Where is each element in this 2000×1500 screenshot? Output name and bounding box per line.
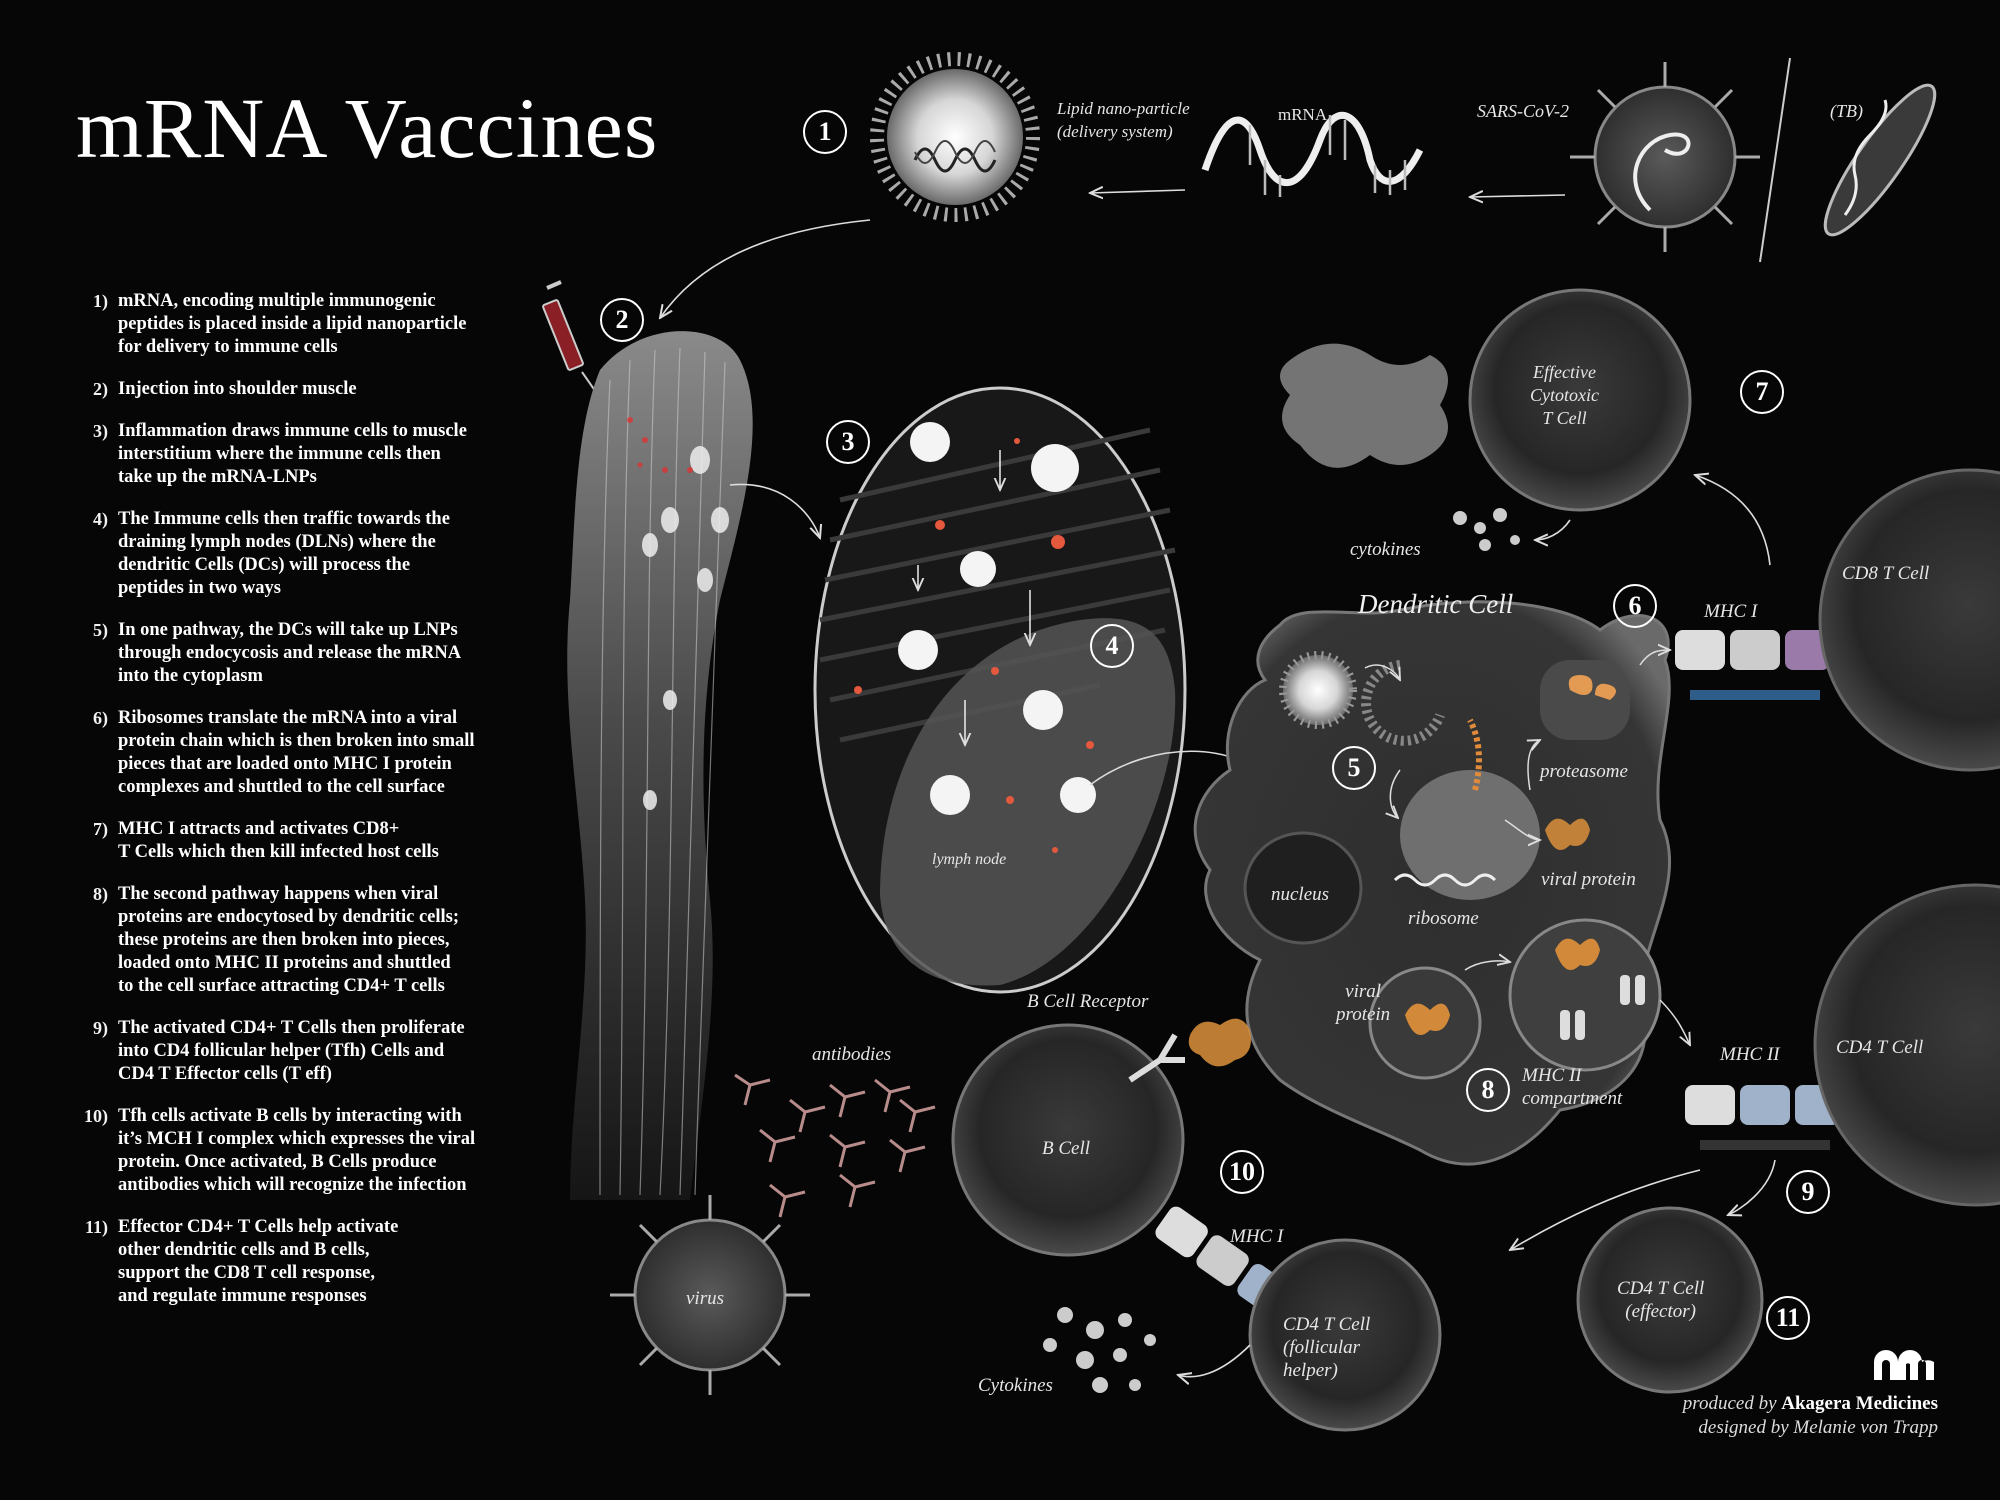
step-item [60,1017,530,1086]
cytokines-top-icon [1453,508,1520,551]
credit-designer: designed by Melanie von Trapp [1698,1417,1938,1438]
label-mhc1-bottom: MHC I [1230,1226,1284,1247]
step-item [60,420,530,489]
step-badge-3: 3 [826,420,870,464]
step-badge-8: 8 [1466,1068,1510,1112]
arrow-mrna-to-lnp [1090,190,1185,193]
arrow-virus-to-mrna [1470,195,1565,197]
mhc1-complex-top [1675,630,1830,700]
label-mhc1-top: MHC I [1704,601,1758,622]
arrow-follicular-to-cytokines [1178,1345,1250,1377]
step-number: 2) [93,379,108,399]
syringe-icon [542,282,598,395]
label-tb: (TB) [1830,101,1863,121]
label-cd4-t-cell: CD4 T Cell [1836,1037,1924,1058]
steps-list [60,290,530,1327]
step-number: 3) [93,421,108,441]
step-item [60,818,530,864]
step-number: 11) [84,1217,108,1237]
step-number: 7) [93,819,108,839]
label-b-cell: B Cell [1042,1138,1091,1159]
step-badge-10: 10 [1220,1150,1264,1194]
mrna-strand-icon [1205,115,1420,197]
arrow-to-cytokines-top [1535,520,1570,540]
step-number: 5) [93,620,108,640]
label-nucleus: nucleus [1271,884,1330,905]
step-item [60,378,530,401]
label-cd4-effector: CD4 T Cell (effector) [1617,1278,1705,1322]
step-text: Ribosomes translate the mRNA into a viral protein chain which is then broken into small pieces that are loaded onto MHC I protein complexes and shuttled to the cell surface [118,708,475,797]
step-number: 6) [93,708,108,728]
step-text: Effector CD4+ T Cells help activate other dendritic cells and B cells, support the CD8 T cell response, and regulate immune responses [118,1217,399,1306]
shoulder-muscle-illustration [567,331,752,1200]
step-number: 4) [93,509,108,529]
label-cd8-t-cell: CD8 T Cell [1842,563,1930,584]
credit-produced [1683,1392,1938,1416]
step-text: The second pathway happens when viral proteins are endocytosed by dendritic cells; these proteins are then broken into pieces, loaded onto MHC II proteins and shuttled to the cell surface attracting CD4+ T cells [118,884,460,996]
step-badge-9: 9 [1786,1170,1830,1214]
label-viral-protein: viral protein [1541,869,1636,890]
label-mrna: mRNA [1278,105,1328,124]
label-sars-cov-2: SARS-CoV-2 [1477,101,1569,121]
step-text: The Immune cells then traffic towards the draining lymph nodes (DLNs) where the dendritic Cells (DCs) will process the peptides in two ways [118,509,450,598]
step-badge-7: 7 [1740,370,1784,414]
akagera-logo-icon [1872,1348,1936,1382]
step-text: Inflammation draws immune cells to muscle interstitium where the immune cells then take up the mRNA-LNPs [118,421,467,487]
page-title: mRNA Vaccines [76,80,659,176]
mhc2-complex [1685,1085,1840,1150]
step-badge-5: 5 [1332,746,1376,790]
label-lipid-nanoparticle: Lipid nano-particle (delivery system) [1057,99,1190,141]
label-mhc2-compartment: MHC II compartment [1522,1065,1623,1109]
label-proteasome: proteasome [1540,761,1628,782]
step-text: MHC I attracts and activates CD8+ T Cells which then kill infected host cells [118,819,439,862]
step-number: 10) [84,1106,108,1126]
label-effective-cytotoxic-t-cell: Effective Cytotoxic T Cell [1530,362,1599,428]
label-mhc2: MHC II [1720,1044,1780,1065]
step-number: 1) [93,291,108,311]
dead-cell-debris-icon [1280,344,1448,468]
label-lymph-node: lymph node [932,851,1007,868]
arrow-cd8-to-effective [1695,475,1770,565]
label-viral-protein-left: viral protein [1336,981,1391,1025]
step-text: Injection into shoulder muscle [118,379,357,399]
step-item [60,619,530,688]
lymph-node-oval [815,388,1185,992]
step-number: 8) [93,884,108,904]
credit-producer-name: Akagera Medicines [1781,1393,1938,1414]
viral-protein-near-receptor [1189,1019,1251,1067]
label-virus: virus [686,1288,724,1309]
step-item [60,883,530,998]
label-b-cell-receptor: B Cell Receptor [1027,991,1149,1012]
label-antibodies: antibodies [812,1044,892,1065]
step-text: mRNA, encoding multiple immunogenic peptides is placed inside a lipid nanoparticle for delivery to immune cells [118,291,467,357]
step-badge-1: 1 [803,110,847,154]
arrow-cd4-to-effector [1728,1160,1775,1215]
arrow-lnp-to-injection [660,220,870,318]
credits [1683,1392,1938,1440]
antibodies-icon [735,1075,935,1217]
step-badge-6: 6 [1613,584,1657,628]
credit-produced-prefix: produced by [1682,1393,1782,1414]
label-dendritic-cell: Dendritic Cell [1358,589,1514,619]
step-text: The activated CD4+ T Cells then proliferate into CD4 follicular helper (Tfh) Cells and CD4 T Effector cells (T eff) [118,1018,465,1084]
divider-line [1760,58,1790,262]
sars-cov-2-virus-icon [1570,62,1760,252]
step-item [60,1216,530,1308]
cytokines-bottom-icon [1043,1307,1156,1393]
label-cytokines-bottom: Cytokines [978,1375,1053,1396]
cd8-t-cell [1820,470,2000,770]
step-item [60,1105,530,1197]
step-number: 9) [93,1018,108,1038]
step-text: In one pathway, the DCs will take up LNPs through endocycosis and release the mRNA into the cytoplasm [118,620,462,686]
step-item [60,508,530,600]
label-ribosome: ribosome [1408,908,1479,929]
label-cd4-follicular-helper: CD4 T Cell (follicular helper) [1283,1314,1371,1381]
step-item [60,707,530,799]
step-item [60,290,530,359]
step-text: Tfh cells activate B cells by interacting with it’s MCH I complex which expresses the viral protein. Once activated, B Cells produce antibodies which will recognize the infection [118,1106,476,1195]
lipid-nanoparticle-icon [877,59,1033,215]
label-cytokines-top: cytokines [1350,539,1421,560]
step-badge-4: 4 [1090,624,1134,668]
step-badge-2: 2 [600,298,644,342]
step-badge-11: 11 [1766,1296,1810,1340]
